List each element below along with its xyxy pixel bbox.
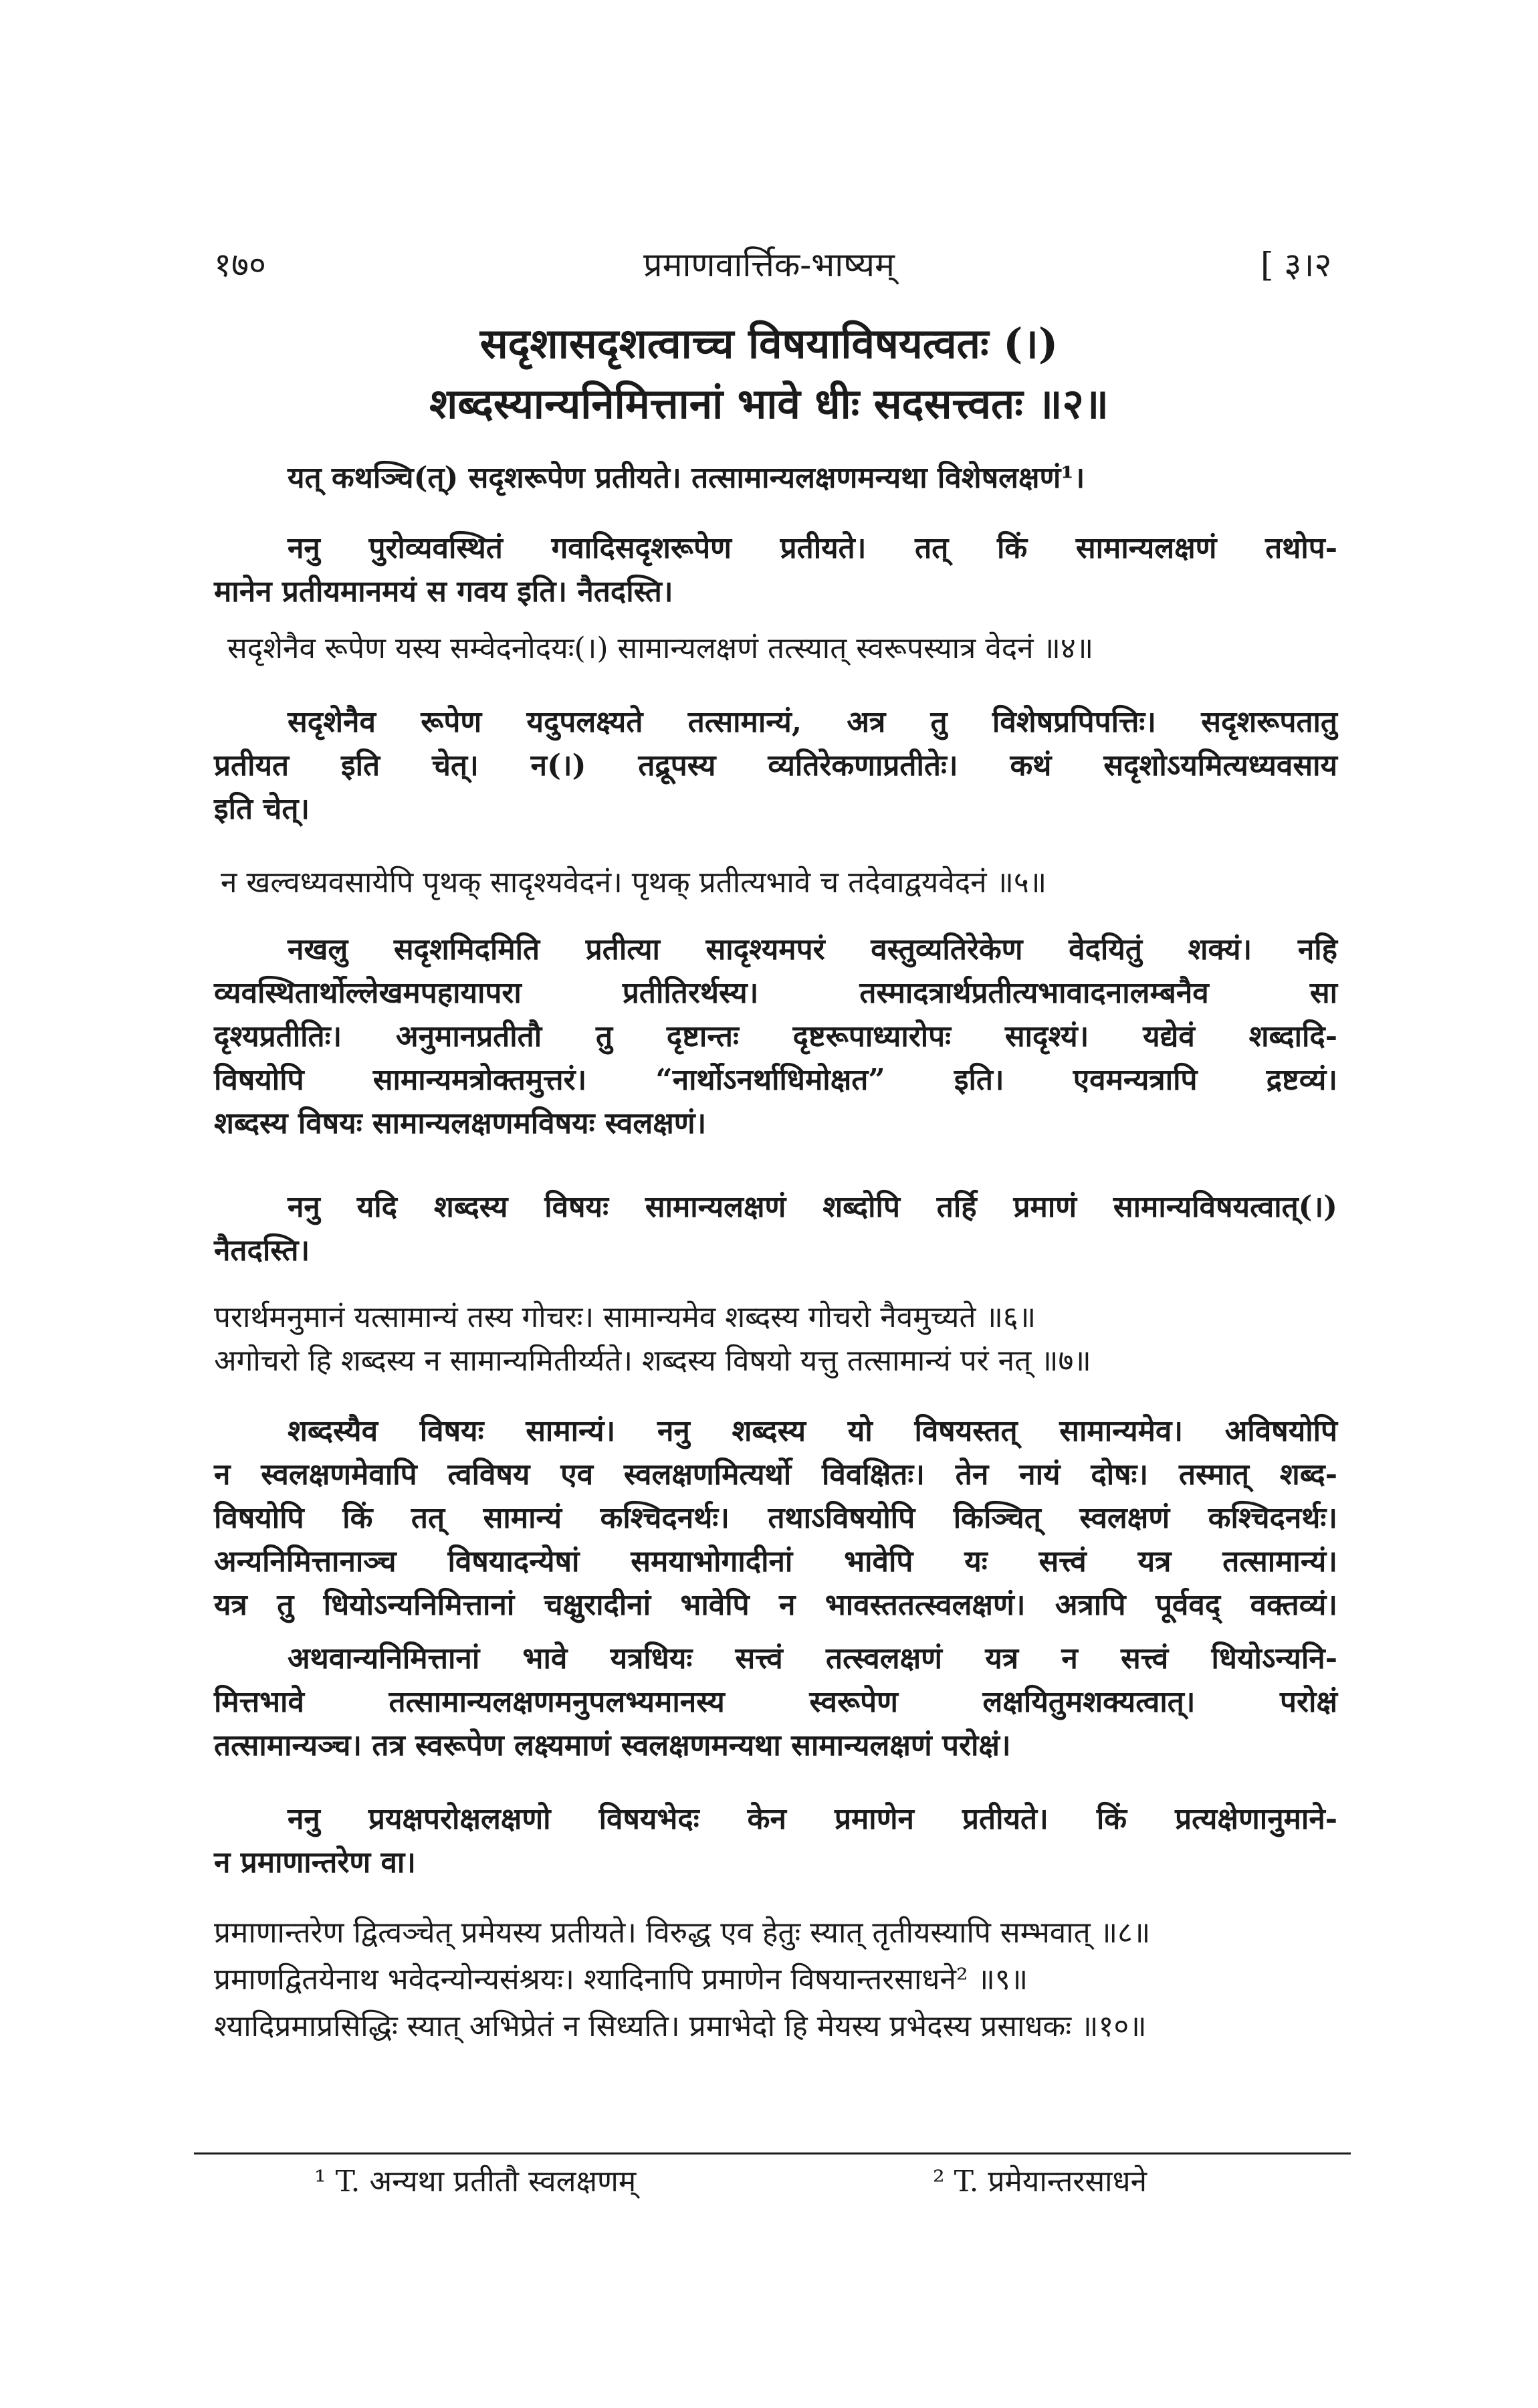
karika-verse: प्रमाणान्तरेण द्वित्वञ्चेत् प्रमेयस्य प्रतीयते। विरुद्ध एव हेतुः स्यात् तृतीयस्यापि सम्भवात् ॥८॥ <box>214 1916 1151 1950</box>
commentary-line: ननु पुरोव्यवस्थितं गवादिसदृशरूपेण प्रतीयते। तत् किं सामान्यलक्षणं तथोप- <box>288 531 1337 565</box>
commentary-line: न प्रमाणान्तरेण वा। <box>214 1845 416 1880</box>
commentary-line: यत् कथञ्चि(त्) सदृशरूपेण प्रतीयते। तत्सामान्यलक्षणमन्यथा विशेषलक्षणं¹। <box>288 461 1085 495</box>
commentary-line: सदृशेनैव रूपेण यदुपलक्ष्यते तत्सामान्यं, अत्र तु विशेषप्रपिपत्तिः। सदृशरूपतातु <box>288 705 1337 739</box>
commentary-line: शब्दस्यैव विषयः सामान्यं। ननु शब्दस्य यो विषयस्तत् सामान्यमेव। अविषयोपि <box>288 1414 1337 1448</box>
commentary-line: विषयोपि किं तत् सामान्यं कश्चिदनर्थः। तथाऽविषयोपि किञ्चित् स्वलक्षणं कश्चिदनर्थः। <box>214 1501 1337 1535</box>
commentary-line: इति चेत्। <box>214 792 310 826</box>
section-reference: [ ३।२ <box>1260 245 1332 284</box>
commentary-line: मानेन प्रतीयमानमयं स गवय इति। नैतदस्ति। <box>214 575 673 609</box>
commentary-line: मित्तभावे तत्सामान्यलक्षणमनुपलभ्यमानस्य स्वरूपेण लक्षयितुमशक्यत्वात्। परोक्षं <box>214 1685 1337 1719</box>
karika-verse: सदृशेनैव रूपेण यस्य सम्वेदनोदयः(।) सामान्यलक्षणं तत्स्यात् स्वरूपस्यात्र वेदनं ॥४॥ <box>227 631 1094 666</box>
karika-verse-line-1: सदृशासदृशत्वाच्च विषयाविषयत्वतः (।) <box>479 319 1059 368</box>
footnote-2: ² T. प्रमेयान्तरसाधने <box>933 2165 1147 2199</box>
commentary-line: यत्र तु धियोऽन्यनिमित्तानां चक्षुरादीनां भावेपि न भावस्ततत्स्वलक्षणं। अत्रापि पूर्ववद् वक्तव्यं। <box>214 1588 1337 1622</box>
commentary-line: व्यवस्थितार्थोल्लेखमपहायापरा प्रतीतिरर्थस्य। तस्मादत्रार्थप्रतीत्यभावादनालम्बनैव सा <box>214 976 1337 1010</box>
karika-verse: प्रमाणद्वितयेनाथ भवेदन्योन्यसंश्रयः। श्यादिनापि प्रमाणेन विषयान्तरसाधने² ॥९॥ <box>214 1963 1028 1997</box>
page-number: १७० <box>214 245 266 284</box>
footnote-divider <box>194 2152 1351 2154</box>
footnote-1: ¹ T. अन्यथा प्रतीतौ स्वलक्षणम् <box>314 2165 637 2199</box>
karika-verse: श्यादिप्रमाप्रसिद्धिः स्यात् अभिप्रेतं न सिध्यति। प्रमाभेदो हि मेयस्य प्रभेदस्य प्रसाधकः ॥१०॥ <box>214 2009 1147 2043</box>
commentary-line: ननु प्रयक्षपरोक्षलक्षणो विषयभेदः केन प्रमाणेन प्रतीयते। किं प्रत्यक्षेणानुमाने- <box>288 1802 1337 1836</box>
running-title: प्रमाणवार्त्तिक-भाष्यम् <box>643 245 895 284</box>
commentary-line: ननु यदि शब्दस्य विषयः सामान्यलक्षणं शब्दोपि तर्हि प्रमाणं सामान्यविषयत्वात्(।) <box>288 1190 1337 1224</box>
karika-verse: अगोचरो हि शब्दस्य न सामान्यमितीर्य्यते। शब्दस्य विषयो यत्तु तत्सामान्यं परं नत् ॥७॥ <box>214 1344 1091 1378</box>
commentary-line: शब्दस्य विषयः सामान्यलक्षणमविषयः स्वलक्षणं। <box>214 1106 707 1140</box>
commentary-line: प्रतीयत इति चेत्। न(।) तद्रूपस्य व्यतिरेकणाप्रतीतेः। कथं सदृशोऽयमित्यध्यवसाय <box>214 748 1337 783</box>
commentary-line: तत्सामान्यञ्च। तत्र स्वरूपेण लक्ष्यमाणं स्वलक्षणमन्यथा सामान्यलक्षणं परोक्षं। <box>214 1728 1011 1763</box>
commentary-line: न स्वलक्षणमेवापि त्वविषय एव स्वलक्षणमित्यर्थो विवक्षितः। तेन नायं दोषः। तस्मात् शब्द- <box>214 1458 1337 1492</box>
commentary-line: अथवान्यनिमित्तानां भावे यत्रधियः सत्त्वं तत्स्वलक्षणं यत्र न सत्त्वं धियोऽन्यनि- <box>288 1641 1337 1676</box>
commentary-line: नैतदस्ति। <box>214 1233 310 1268</box>
karika-verse: न खल्वध्यवसायेपि पृथक् सादृश्यवेदनं। पृथक् प्रतीत्यभावे च तदेवाद्वयवेदनं ॥५॥ <box>221 866 1047 900</box>
commentary-line: नखलु सदृशमिदमिति प्रतीत्या सादृश्यमपरं वस्तुव्यतिरेकेण वेदयितुं शक्यं। नहि <box>288 932 1337 967</box>
commentary-line: अन्यनिमित्तानाञ्च विषयादन्येषां समयाभोगादीनां भावेपि यः सत्त्वं यत्र तत्सामान्यं। <box>214 1544 1337 1579</box>
commentary-line: विषयोपि सामान्यमत्रोक्तमुत्तरं। “नार्थोऽनर्थाधिमोक्षत” इति। एवमन्यत्रापि द्रष्टव्यं। <box>214 1063 1337 1097</box>
commentary-line: दृश्यप्रतीतिः। अनुमानप्रतीतौ तु दृष्टान्तः दृष्टरूपाध्यारोपः सादृश्यं। यद्येवं शब्दादि- <box>214 1019 1337 1054</box>
karika-verse-line-2: शब्दस्यान्यनिमित्तानां भावे धीः सदसत्त्वतः ॥२॥ <box>429 379 1109 428</box>
karika-verse: परार्थमनुमानं यत्सामान्यं तस्य गोचरः। सामान्यमेव शब्दस्य गोचरो नैवमुच्यते ॥६॥ <box>214 1300 1036 1334</box>
